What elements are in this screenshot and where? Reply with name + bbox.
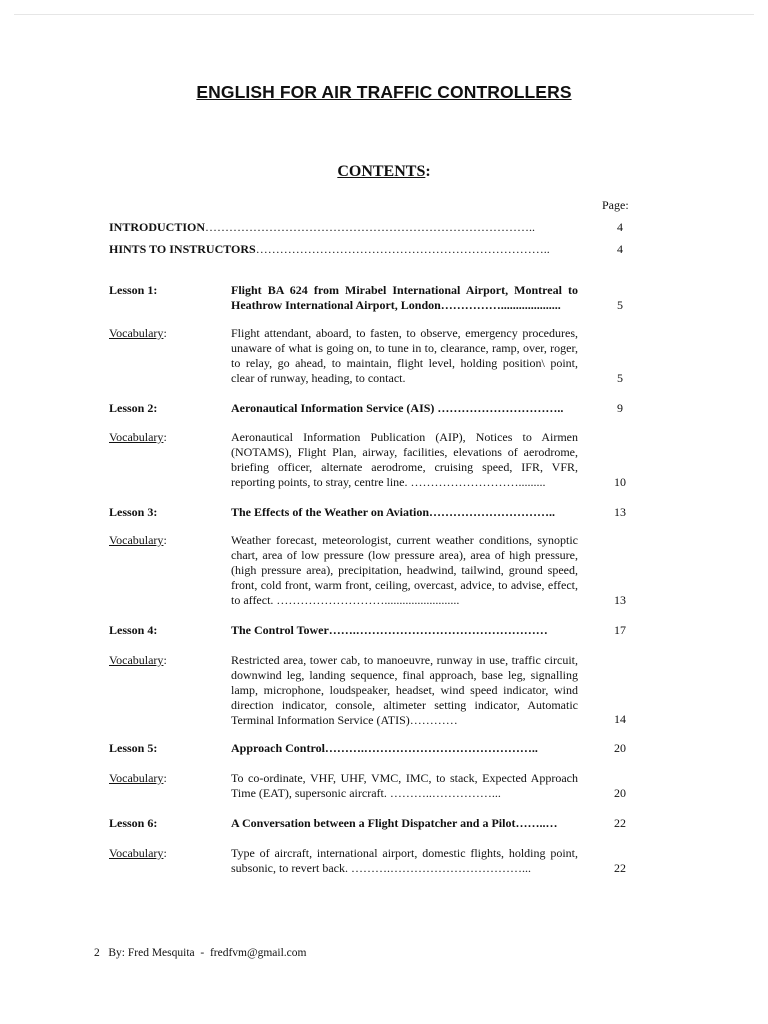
- toc-row-introduction: [109, 220, 629, 236]
- vocabulary-label: Vocabulary: [109, 326, 164, 340]
- vocabulary-list: Type of aircraft, international airport, domestic flights, holding point, subsonic, to revert back. ……….……………………………...: [231, 846, 578, 875]
- lesson-title: The Control Tower…….…………………………………………: [231, 623, 548, 637]
- toc-label: HINTS TO INSTRUCTORS: [109, 242, 256, 256]
- lesson-title: The Effects of the Weather on Aviation…………………………..: [231, 505, 555, 519]
- toc-page-number: 10: [614, 475, 626, 489]
- page-footer: [94, 947, 306, 959]
- contents-heading: [0, 163, 768, 181]
- vocabulary-label: Vocabulary: [109, 846, 164, 860]
- toc-leader: ………………………………………………………………..: [255, 242, 550, 256]
- vocabulary-label: Vocabulary: [109, 430, 164, 444]
- vocabulary-list: Restricted area, tower cab, to manoeuvre, runway in use, traffic circuit, downwind leg, landing sequence, final approach, base leg, signalling lamp, microphone, loudspeaker, headset, wind speed indicator, wind direction indicator, console, altimeter setting indicator, Automatic Terminal Information Service (ATIS)…………: [231, 653, 578, 727]
- toc-page-number: 4: [617, 220, 623, 234]
- footer-page-number: 2: [94, 947, 100, 959]
- toc-label: INTRODUCTION: [109, 220, 206, 234]
- contents-label: CONTENTS: [337, 163, 426, 180]
- toc-page-number: 5: [617, 371, 623, 385]
- footer-author: By: Fred Mesquita - fredfvm@gmail.com: [108, 947, 307, 959]
- toc-page-number: 17: [614, 623, 626, 637]
- lesson-label: Lesson 1:: [109, 283, 158, 297]
- toc-page-number: 14: [614, 712, 626, 726]
- toc-page-number: 5: [617, 298, 623, 312]
- contents-colon: :: [425, 163, 431, 180]
- toc-page-number: 22: [614, 816, 626, 830]
- vocabulary-label: Vocabulary: [109, 771, 164, 785]
- toc-row-hints: [109, 242, 629, 258]
- toc-page-number: 13: [614, 593, 626, 607]
- vocabulary-label: Vocabulary: [109, 533, 164, 547]
- toc-page-number: 4: [617, 242, 623, 256]
- vocabulary-label: Vocabulary: [109, 653, 164, 667]
- vocabulary-list: Weather forecast, meteorologist, current weather conditions, synoptic chart, area of low pressure (low pressure area), area of high pressure, (high pressure area), precipitation, headwind, tailwind, ground speed, front, cold front, warm front, ceiling, overcast, advice, to advise, effect, to affect. ……………………….........................: [231, 533, 578, 607]
- page-edge-line: [14, 14, 754, 15]
- lesson-title: Approach Control……….……………………………………..: [231, 741, 538, 755]
- vocabulary-list: To co-ordinate, VHF, UHF, VMC, IMC, to stack, Expected Approach Time (EAT), supersonic aircraft. ………..……………...: [231, 771, 578, 800]
- lesson-label: Lesson 3:: [109, 505, 158, 519]
- toc-page-number: 9: [617, 401, 623, 415]
- toc-leader: ………………………………………………………………………..: [205, 220, 536, 234]
- lesson-label: Lesson 2:: [109, 401, 158, 415]
- toc-page-number: 22: [614, 861, 626, 875]
- lesson-label: Lesson 5:: [109, 741, 158, 755]
- vocabulary-list: Flight attendant, aboard, to fasten, to observe, emergency procedures, unaware of what is going on, to tune in to, clearance, ramp, over, roger, to relay, go ahead, to maintain, flight level, holding position\ point, clear of runway, heading, to contact.: [231, 326, 578, 385]
- lesson-title: Flight BA 624 from Mirabel International Airport, Montreal to Heathrow International Airport, London……………....................: [231, 283, 578, 312]
- document-title: ENGLISH FOR AIR TRAFFIC CONTROLLERS: [196, 82, 572, 102]
- toc-page-number: 20: [614, 741, 626, 755]
- lesson-title: A Conversation between a Flight Dispatcher and a Pilot……..…: [231, 816, 558, 830]
- vocabulary-list: Aeronautical Information Publication (AIP), Notices to Airmen (NOTAMS), Flight Plan, airway, facilities, elevations of aerodrome, briefing officer, alternate aerodrome, cruising speed, IFR, VFR, reporting points, to stray, centre line. ……………………….........: [231, 430, 578, 489]
- toc-page-number: 13: [614, 505, 626, 519]
- lesson-label: Lesson 6:: [109, 816, 158, 830]
- toc-page-number: 20: [614, 786, 626, 800]
- lesson-title: Aeronautical Information Service (AIS) …………………………..: [231, 401, 564, 415]
- page-column-header: Page:: [602, 198, 629, 212]
- lesson-label: Lesson 4:: [109, 623, 158, 637]
